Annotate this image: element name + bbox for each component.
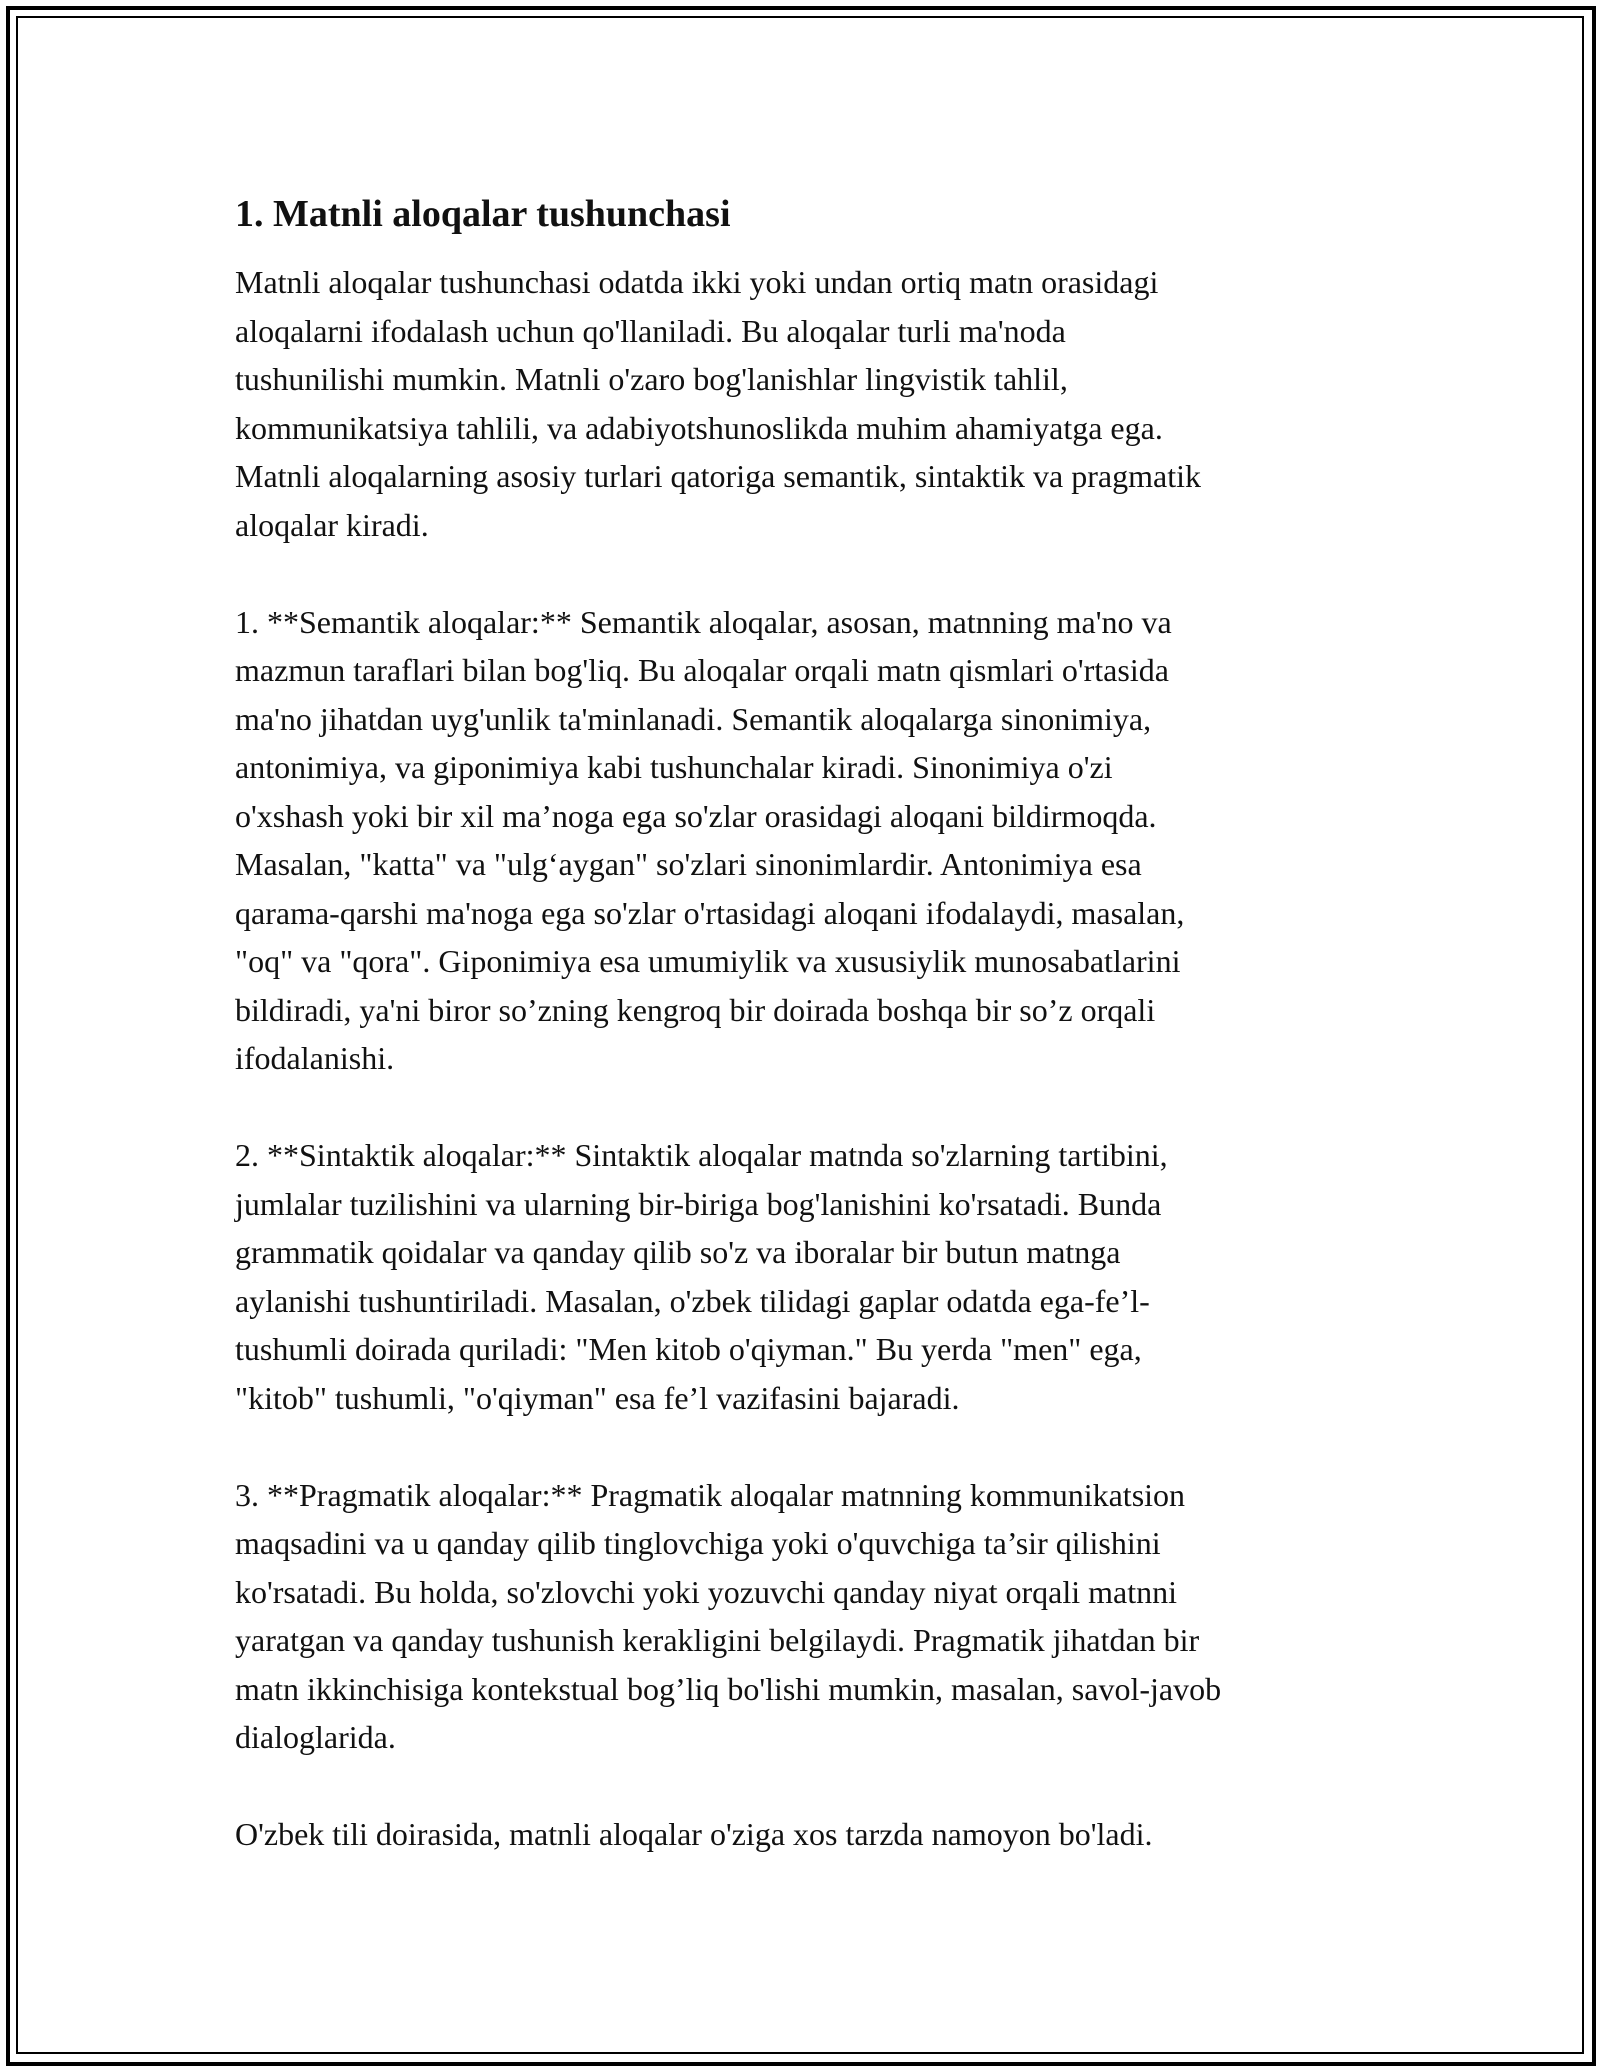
intro-paragraph bbox=[235, 258, 1375, 549]
paragraph-line: maqsadini va u qanday qilib tinglovchiga yoki o'quvchiga ta’sir qilishini bbox=[235, 1525, 1161, 1561]
paragraph-line: ma'no jihatdan uyg'unlik ta'minlanadi. Semantik aloqalarga sinonimiya, bbox=[235, 700, 1152, 737]
paragraph-line: yaratgan va qanday tushunish kerakligini belgilaydi. Pragmatik jihatdan bir bbox=[235, 1622, 1200, 1658]
paragraph-line: O'zbek tili doirasida, matnli aloqalar o'ziga xos tarzda namoyon bo'ladi. bbox=[235, 1816, 1153, 1852]
section-heading: 1. Matnli aloqalar tushunchasi bbox=[235, 193, 731, 235]
paragraph-line: Masalan, "katta" va "ulg‘aygan" so'zlari sinonimlardir. Antonimiya esa bbox=[235, 846, 1142, 882]
paragraph-line: tushumli doirada quriladi: "Men kitob o'qiyman." Bu yerda "men" ega, bbox=[235, 1331, 1142, 1367]
paragraph-line: dialoglarida. bbox=[235, 1719, 396, 1755]
paragraph-line: Matnli aloqalarning asosiy turlari qatoriga semantik, sintaktik va pragmatik bbox=[235, 458, 1201, 494]
paragraph-line: kommunikatsiya tahlili, va adabiyotshunoslikda muhim ahamiyatga ega. bbox=[235, 409, 1163, 446]
paragraph-line: "kitob" tushumli, "o'qiyman" esa fe’l vazifasini bajaradi. bbox=[235, 1379, 960, 1416]
paragraph-line: grammatik qoidalar va qanday qilib so'z va iboralar bir butun matnga bbox=[235, 1234, 1121, 1270]
paragraph-line: aloqalar kiradi. bbox=[235, 506, 429, 543]
paragraph-line: aloqalarni ifodalash uchun qo'llaniladi. Bu aloqalar turli ma'noda bbox=[235, 312, 1066, 349]
paragraph-line: 3. **Pragmatik aloqalar:** Pragmatik aloqalar matnning kommunikatsion bbox=[235, 1476, 1186, 1513]
paragraph-line: 1. **Semantik aloqalar:** Semantik aloqalar, asosan, matnning ma'no va bbox=[235, 603, 1172, 640]
paragraph-line: qarama-qarshi ma'noga ega so'zlar o'rtasidagi aloqani ifodalaydi, masalan, bbox=[235, 894, 1185, 931]
paragraph-line: bildiradi, ya'ni biror so’zning kengroq bir doirada boshqa bir so’z orqali bbox=[235, 991, 1156, 1028]
paragraph-line: ko'rsatadi. Bu holda, so'zlovchi yoki yozuvchi qanday niyat orqali matnni bbox=[235, 1573, 1177, 1610]
paragraph-line: "oq" va "qora". Giponimiya esa umumiylik va xususiylik munosabatlarini bbox=[235, 943, 1181, 979]
paragraph-line: ifodalanishi. bbox=[235, 1040, 395, 1076]
document-body bbox=[235, 186, 1375, 1907]
syntactic-paragraph bbox=[235, 1131, 1375, 1422]
paragraph-line: 2. **Sintaktik aloqalar:** Sintaktik aloqalar matnda so'zlarning tartibini, bbox=[235, 1137, 1168, 1173]
paragraph-line: jumlalar tuzilishini va ularning bir-biriga bog'lanishini ko'rsatadi. Bunda bbox=[235, 1185, 1162, 1222]
semantic-paragraph bbox=[235, 598, 1375, 1083]
paragraph-line: matn ikkinchisiga kontekstual bog’liq bo'lishi mumkin, masalan, savol-javob bbox=[235, 1670, 1222, 1707]
paragraph-line: aylanishi tushuntiriladi. Masalan, o'zbek tilidagi gaplar odatda ega-fe’l- bbox=[235, 1282, 1150, 1319]
paragraph-line: antonimiya, va giponimiya kabi tushunchalar kiradi. Sinonimiya o'zi bbox=[235, 749, 1113, 785]
paragraph-line: o'xshash yoki bir xil ma’noga ega so'zlar orasidagi aloqani bildirmoqda. bbox=[235, 797, 1157, 834]
paragraph-line: mazmun taraflari bilan bog'liq. Bu aloqalar orqali matn qismlari o'rtasida bbox=[235, 652, 1169, 688]
closing-paragraph bbox=[235, 1810, 1375, 1859]
pragmatic-paragraph bbox=[235, 1471, 1375, 1762]
paragraph-line: Matnli aloqalar tushunchasi odatda ikki yoki undan ortiq matn orasidagi bbox=[235, 264, 1159, 300]
paragraph-line: tushunilishi mumkin. Matnli o'zaro bog'lanishlar lingvistik tahlil, bbox=[235, 361, 1068, 397]
